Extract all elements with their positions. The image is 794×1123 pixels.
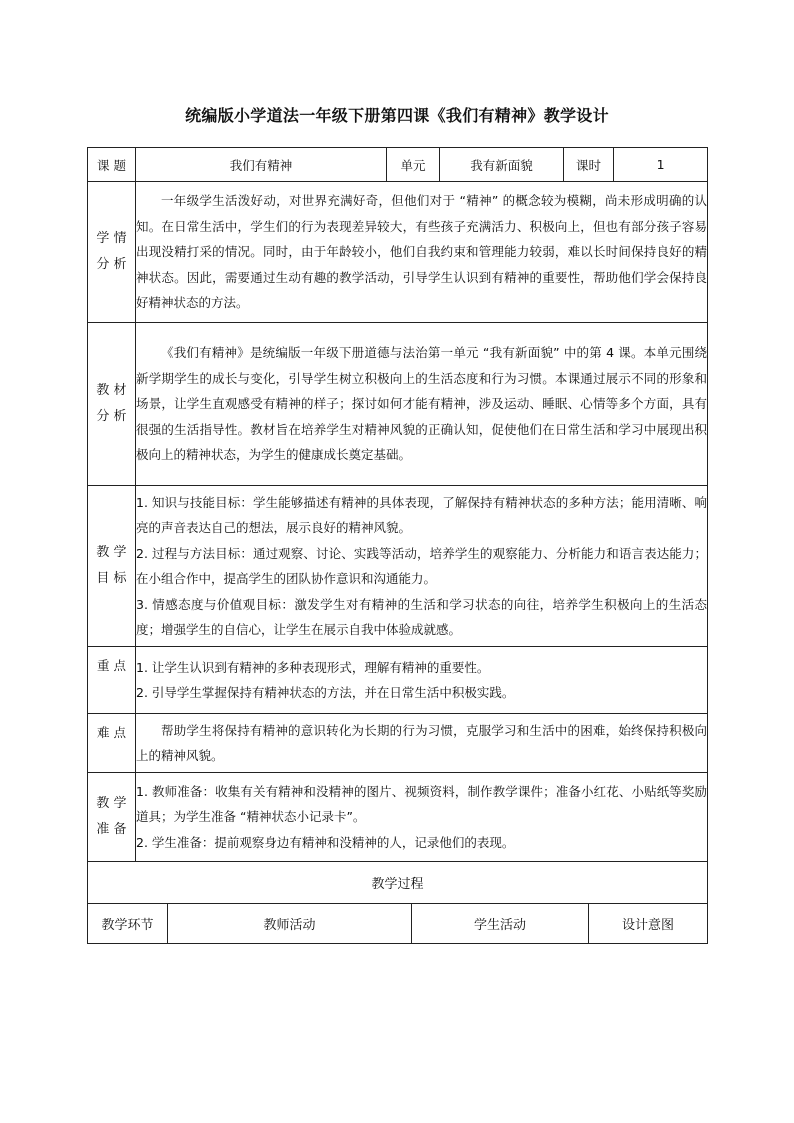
- goals-row: [88, 486, 708, 647]
- column-header-student: 学生活动: [412, 904, 589, 944]
- preparation-text: [136, 773, 708, 862]
- goal-item: 3. 情感态度与价值观目标：激发学生对有精神的生活和学习状态的向往，培养学生积极向上的生活态度；增强学生的自信心，让学生在展示自我中体验成就感。: [136, 596, 708, 637]
- difficulty-label: 难 点: [88, 714, 136, 773]
- preparation-item: 1. 教师准备：收集有关有精神和没精神的图片、视频资料，制作教学课件；准备小红花、小贴纸等奖励道具；为学生准备 “精神状态小记录卡”。: [136, 783, 708, 825]
- preparation-item: 2. 学生准备：提前观察身边有精神和没精神的人，记录他们的表现。: [136, 834, 515, 850]
- preparation-row: [88, 773, 708, 862]
- goals-label: 教 学 目 标: [88, 486, 136, 647]
- goal-item: 1. 知识与技能目标：学生能够描述有精神的具体表现，了解保持有精神状态的多种方法；能用清晰、响亮的声音表达自己的想法，展示良好的精神风貌。: [136, 494, 708, 535]
- difficulty-row: [88, 714, 708, 773]
- page-title: 统编版小学道法一年级下册第四课《我们有精神》教学设计: [185, 106, 609, 125]
- material-analysis-text: 《我们有精神》是统编版一年级下册道德与法治第一单元 “我有新面貌” 中的第 4 课。本单元围绕新学期学生的成长与变化，引导学生树立积极向上的生活态度和行为习惯。本课通过展示不同的形象和场景，让学生直观感受有精神的样子；探讨如何才能有精神，涉及运动、睡眠、心情等多个方面，具有很强的生活指导性。教材旨在培养学生对精神风貌的正确认知，促使他们在日常生活和学习中展现出积极向上的精神状态，为学生的健康成长奠定基础。: [136, 323, 708, 486]
- goals-text: [136, 486, 708, 647]
- material-analysis-row: [88, 323, 708, 486]
- hours-label: 课时: [564, 148, 614, 182]
- key-point-item: 2. 引导学生掌握保持有精神状态的方法，并在日常生活中积极实践。: [136, 685, 515, 700]
- key-points-text: [136, 647, 708, 714]
- topic-label: 课 题: [88, 148, 136, 182]
- process-heading-row: [88, 862, 708, 904]
- difficulty-text: 帮助学生将保持有精神的意识转化为长期的行为习惯，克服学习和生活中的困难，始终保持积极向上的精神风貌。: [136, 714, 708, 773]
- material-analysis-label: 教 材 分 析: [88, 323, 136, 486]
- header-row: [88, 148, 708, 182]
- process-heading: 教学过程: [88, 862, 708, 904]
- column-header-intent: 设计意图: [589, 904, 708, 944]
- column-header-stage: 教学环节: [88, 904, 168, 944]
- student-analysis-label: 学 情 分 析: [88, 182, 136, 323]
- goal-item: 2. 过程与方法目标：通过观察、讨论、实践等活动，培养学生的观察能力、分析能力和语言表达能力；在小组合作中，提高学生的团队协作意识和沟通能力。: [136, 545, 708, 586]
- key-point-item: 1. 让学生认识到有精神的多种表现形式，理解有精神的重要性。: [136, 659, 490, 675]
- lesson-plan-table: [87, 147, 708, 944]
- topic-value: 我们有精神: [136, 148, 387, 182]
- key-points-row: [88, 647, 708, 714]
- key-points-label: 重 点: [88, 647, 136, 714]
- process-columns-row: [88, 904, 708, 944]
- unit-value: 我有新面貌: [440, 148, 564, 182]
- preparation-label: 教 学 准 备: [88, 773, 136, 862]
- unit-label: 单元: [387, 148, 440, 182]
- student-analysis-row: [88, 182, 708, 323]
- student-analysis-text: 一年级学生活泼好动，对世界充满好奇，但他们对于 “精神” 的概念较为模糊，尚未形成明确的认知。在日常生活中，学生们的行为表现差异较大，有些孩子充满活力、积极向上，但也有部分孩子容易出现没精打采的情况。同时，由于年龄较小，他们自我约束和管理能力较弱，难以长时间保持良好的精神状态。因此，需要通过生动有趣的教学活动，引导学生认识到有精神的重要性，帮助他们学会保持良好精神状态的方法。: [136, 182, 708, 323]
- hours-value: 1: [614, 148, 708, 182]
- column-header-teacher: 教师活动: [168, 904, 412, 944]
